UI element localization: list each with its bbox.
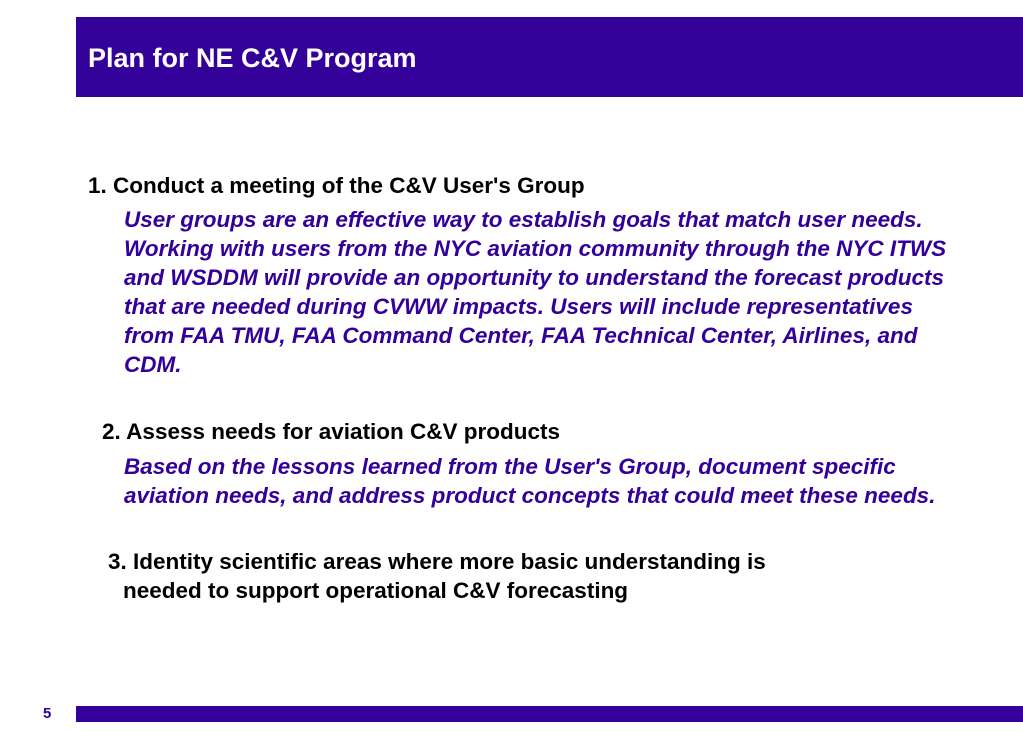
item-3-heading [93, 547, 928, 605]
item-1-body: User groups are an effective way to establish goals that match user needs. Working with users from the NYC aviation community through the NYC ITWS and WSDDM will provide an opportunity to understand the forecast products that are needed during CVWW impacts. Users will include representatives from FAA TMU, FAA Command Center, FAA Technical Center, Airlines, and CDM. [124, 207, 947, 377]
footer-bar [76, 706, 1023, 722]
item-2-heading: 2. Assess needs for aviation C&V products [102, 419, 561, 444]
item-3-heading-line-1: 3. Identity scientific areas where more basic understanding is [108, 549, 766, 574]
item-1-heading: 1. Conduct a meeting of the C&V User's Group [88, 173, 585, 198]
slide-title: Plan for NE C&V Program [88, 43, 417, 73]
page-number: 5 [43, 705, 52, 722]
item-3-heading-line-2: needed to support operational C&V forecasting [123, 578, 629, 603]
item-2-body: Based on the lessons learned from the User's Group, document specific aviation needs, and address product concepts that could meet these needs. [124, 454, 936, 508]
